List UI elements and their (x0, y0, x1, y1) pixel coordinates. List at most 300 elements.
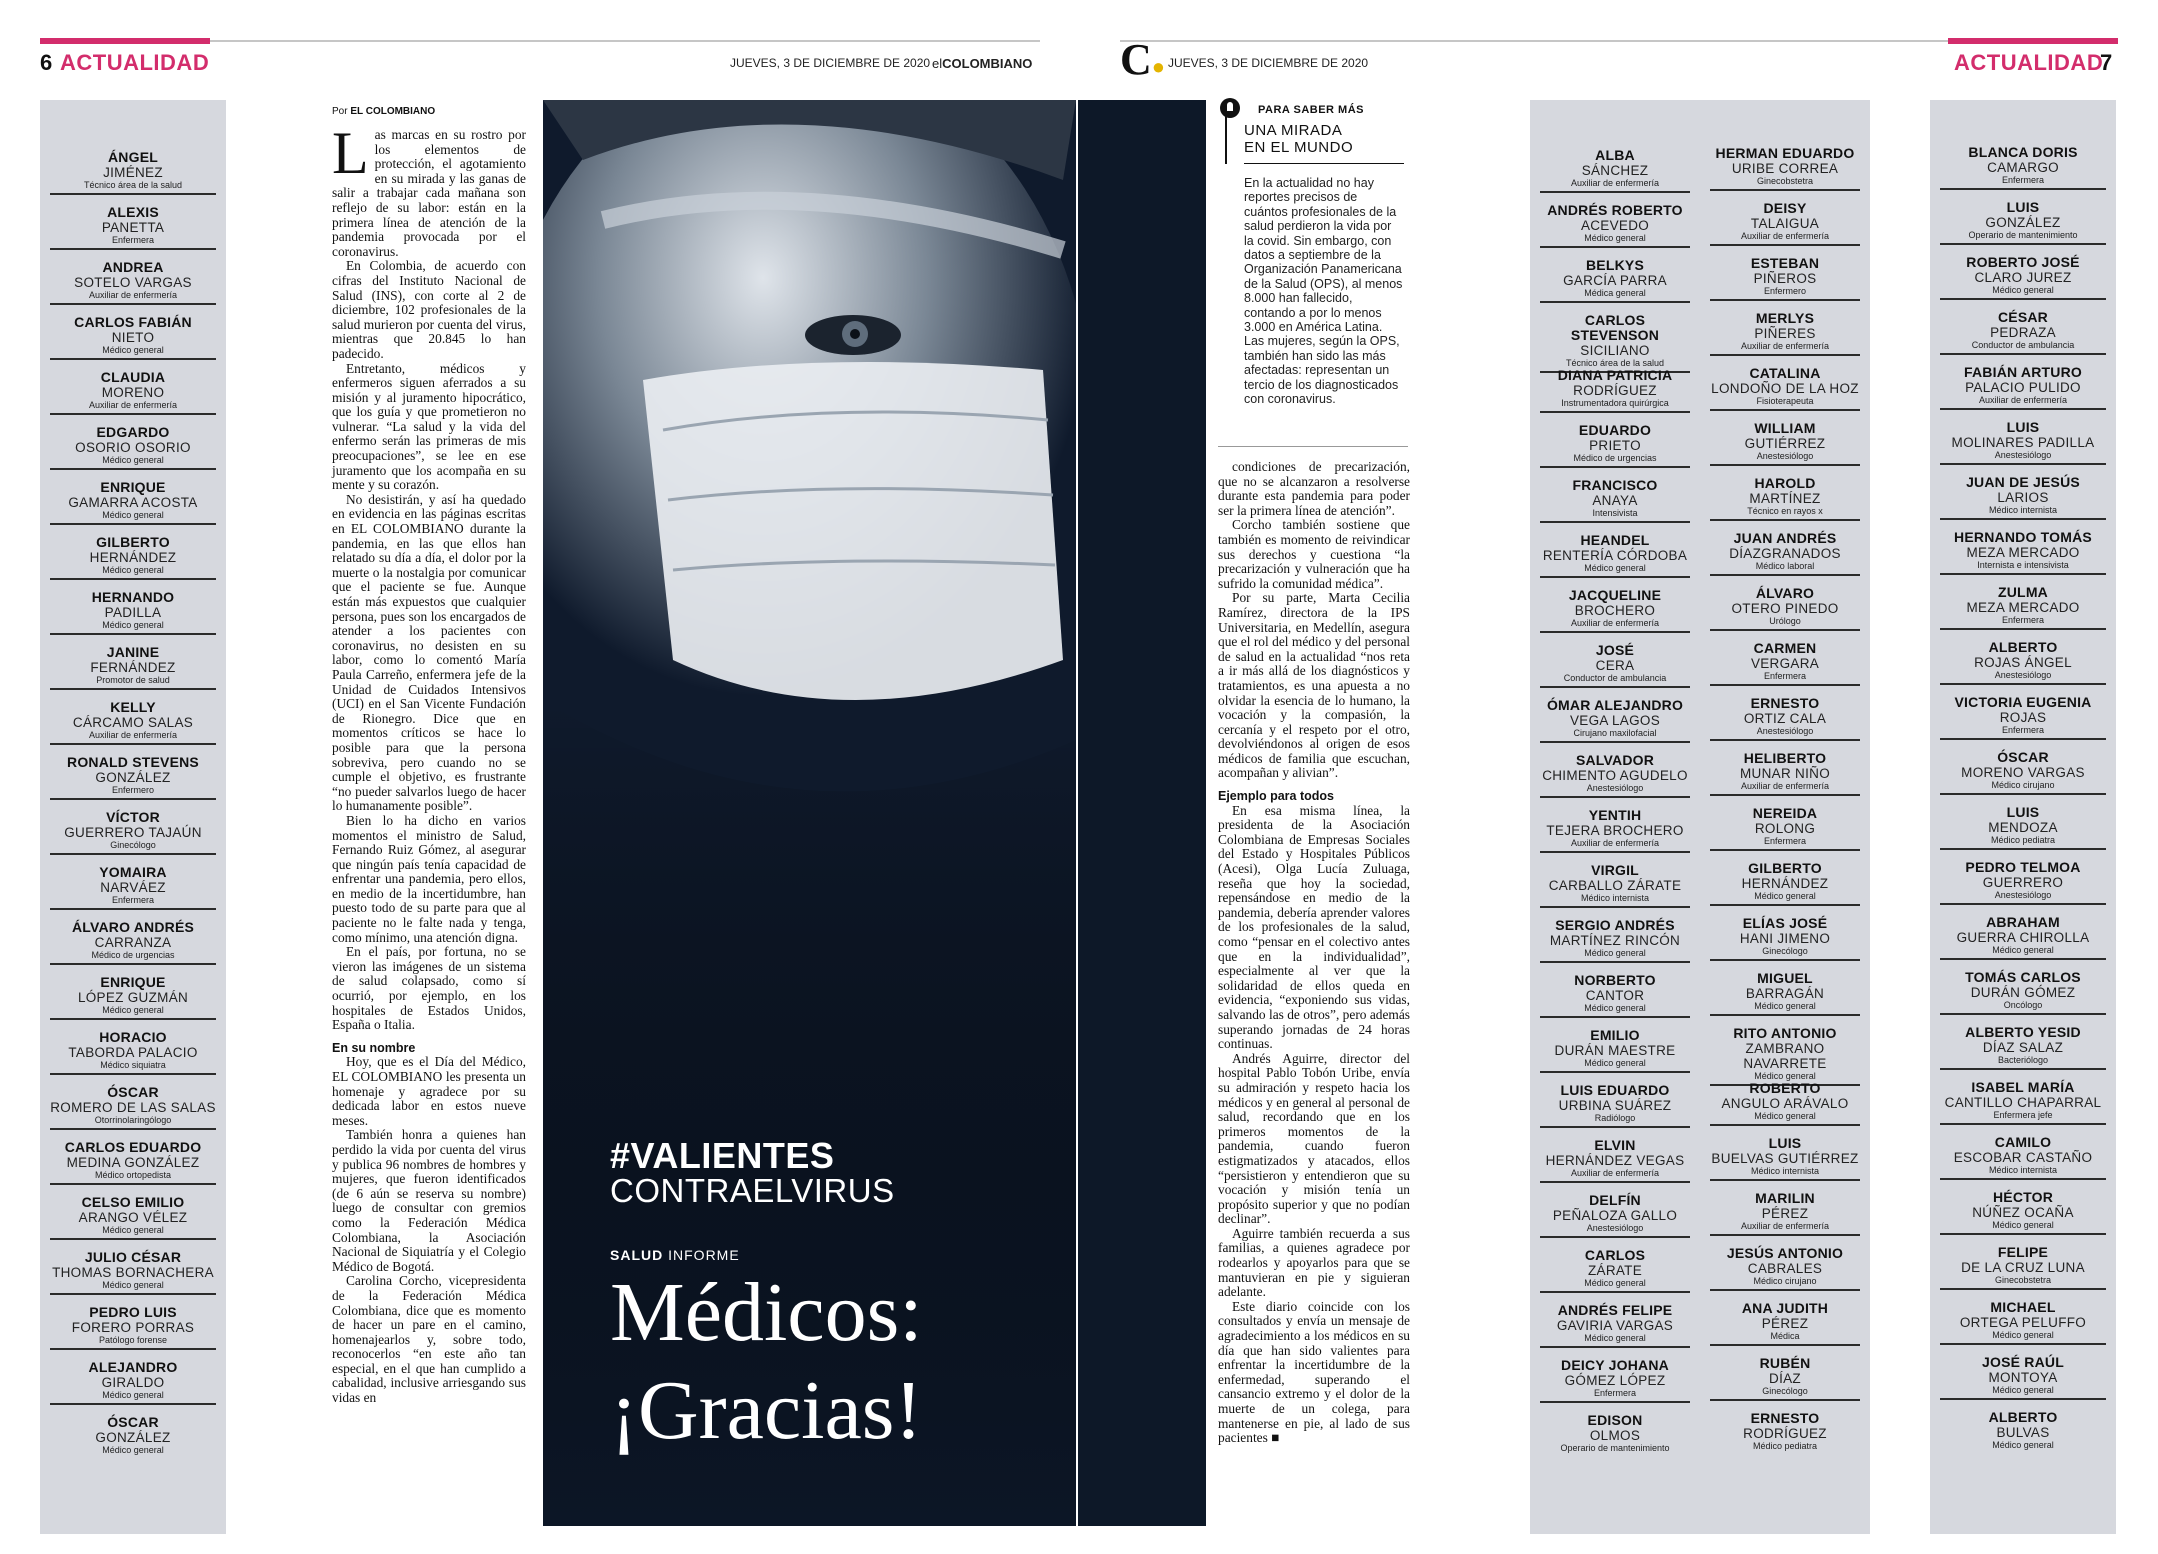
name-role: Auxiliar de enfermería (1740, 1221, 1830, 1231)
name-first: YOMAIRA (99, 864, 167, 880)
name-entry (50, 1030, 216, 1075)
name-entry (1940, 475, 2106, 520)
name-last: TABORDA PALACIO (68, 1045, 198, 1060)
name-first: ERNESTO (1750, 1410, 1820, 1426)
name-entry (50, 315, 216, 360)
name-role: Médico general (1754, 1001, 1816, 1011)
name-entry (1710, 531, 1860, 576)
name-first: ISABEL MARÍA (1971, 1079, 2075, 1095)
name-first: GILBERTO (96, 534, 170, 550)
name-role: Conductor de ambulancia (1563, 673, 1667, 683)
name-entry (1540, 1248, 1690, 1293)
name-role: Médico siquiatra (100, 1060, 166, 1070)
name-last: GARCÍA PARRA (1563, 273, 1667, 288)
name-first: HÉCTOR (1992, 1189, 2054, 1205)
name-role: Fisioterapeuta (1756, 396, 1814, 406)
name-last: CÁRCAMO SALAS (72, 715, 194, 730)
name-role: Médico de urgencias (91, 950, 175, 960)
paragraph: Bien lo ha dicho en varios momentos el ministro de Salud, Fernando Ruiz Gómez, al asegurar que ningún país tenía capacidad de enfrentar una pandemia, pero ellos, en medio de la incertidumbre, han puesto todo de su parte para que al paciente no le falte nada y tenga, como mínimo, una atención digna. (332, 812, 526, 945)
name-entry (1540, 1028, 1690, 1073)
paragraph: En esa misma línea, la presidenta de la Asociación Colombiana de Empresas Sociales del Estado y Hospitales Públicos (Acesi), Olga Lucía Zuluaga, reseña que hoy la sociedad, repensándose en medio de la pandemia, debería aprender valores de los profesionales de la salud, como “pensar en el colectivo antes que en la individualidad”, especialmente al ver que la solidaridad de ellos queda en evidencia, “exponiendo sus vidas, salvando las de otros”, pero además superando jornadas de 24 horas continuas. (1218, 802, 1410, 1052)
name-entry (1710, 1081, 1860, 1126)
name-entry (50, 480, 216, 525)
name-entry (1940, 860, 2106, 905)
name-last: GONZÁLEZ (1985, 215, 2061, 230)
name-first: ÁLVARO (1755, 585, 1815, 601)
name-first: TOMÁS CARLOS (1965, 969, 2081, 985)
paragraph: Corcho también sostiene que también es momento de reivindicar sus derechos y cuestiona “la precarización y vulneración que ha sufrido la comunidad médica”. (1218, 517, 1410, 591)
name-role: Promotor de salud (96, 675, 170, 685)
name-first: ALBERTO (1988, 1409, 2058, 1425)
name-entry (50, 975, 216, 1020)
name-role: Anestesiólogo (1994, 450, 2052, 460)
name-last: PEDRAZA (1990, 325, 2056, 340)
name-role: Otorrinolaringólogo (94, 1115, 172, 1125)
name-role: Médico general (1754, 1111, 1816, 1121)
name-entry (1710, 751, 1860, 796)
left-header-brand: elCOLOMBIANO (932, 56, 1033, 71)
name-first: DELFÍN (1589, 1192, 1641, 1208)
name-first: ÓSCAR (107, 1414, 159, 1430)
name-role: Auxiliar de enfermería (1740, 231, 1830, 241)
name-role: Médico general (102, 1280, 164, 1290)
name-last: MORENO (101, 385, 165, 400)
name-entry (1940, 1245, 2106, 1290)
name-first: EDISON (1587, 1412, 1643, 1428)
name-role: Médico internista (1580, 893, 1650, 903)
name-last: NIETO (111, 330, 155, 345)
name-first: ÓSCAR (1997, 749, 2049, 765)
name-first: ELÍAS JOSÉ (1742, 915, 1828, 931)
paragraph: condiciones de precarización, que no se alcanzaron a resolverse durante esta pandemia para poder ser la primera línea de atención”. (1218, 459, 1410, 518)
name-first: ÓSCAR (107, 1084, 159, 1100)
name-first: CARLOS (1584, 1247, 1646, 1263)
name-last: GAVIRIA VARGAS (1556, 1318, 1674, 1333)
name-last: BUELVAS GUTIÉRREZ (1711, 1151, 1859, 1166)
name-role: Médico internista (1988, 1165, 2058, 1175)
info-box-rule (1244, 163, 1404, 164)
name-last: SICILIANO (1580, 343, 1650, 358)
name-last: PALACIO PULIDO (1965, 380, 2081, 395)
name-first: CARMEN (1753, 640, 1817, 656)
name-first: JANINE (106, 644, 160, 660)
photo-side-strip (1078, 100, 1206, 1526)
name-entry (1710, 1246, 1860, 1291)
name-role: Médica general (1584, 288, 1646, 298)
name-first: PEDRO TELMOA (1965, 859, 2081, 875)
name-role: Médico general (102, 1445, 164, 1455)
name-role: Médico general (1584, 1003, 1646, 1013)
name-entry (1540, 643, 1690, 688)
name-entry (1710, 641, 1860, 686)
name-role: Médico general (1584, 563, 1646, 573)
headline-medicos: Médicos: (610, 1266, 923, 1359)
name-entry (1940, 365, 2106, 410)
name-last: BARRAGÁN (1745, 986, 1825, 1001)
name-entry (1710, 366, 1860, 411)
name-first: HORACIO (99, 1029, 167, 1045)
name-first: CARLOS FABIÁN (74, 314, 192, 330)
right-section-tag (1948, 38, 2118, 44)
name-first: RONALD STEVENS (67, 754, 199, 770)
name-first: ANA JUDITH (1741, 1300, 1829, 1316)
name-entry (50, 810, 216, 855)
name-last: MARTÍNEZ (1749, 491, 1821, 506)
name-role: Enfermero (111, 785, 155, 795)
name-entry (1940, 640, 2106, 685)
name-last: LÓPEZ GUZMÁN (77, 990, 189, 1005)
name-role: Enfermero (1763, 286, 1807, 296)
name-entry (1940, 1080, 2106, 1125)
name-first: HERNANDO (91, 589, 175, 605)
name-entry (1710, 476, 1860, 521)
name-last: ORTIZ CALA (1743, 711, 1827, 726)
name-role: Técnico en rayos x (1747, 506, 1823, 516)
name-last: ANAYA (1592, 493, 1638, 508)
name-last: DE LA CRUZ LUNA (1961, 1260, 2085, 1275)
subhead-en-su-nombre: En su nombre (332, 1040, 416, 1055)
name-entry (50, 865, 216, 910)
name-entry (1940, 255, 2106, 300)
name-entry (1940, 310, 2106, 355)
name-first: ESTEBAN (1750, 255, 1820, 271)
name-role: Médico ortopedista (94, 1170, 172, 1180)
name-last: MUNAR NIÑO (1740, 766, 1830, 781)
name-role: Médico de urgencias (1573, 453, 1657, 463)
name-role: Enfermera (111, 895, 155, 905)
name-last: PRIETO (1589, 438, 1641, 453)
name-role: Intensivista (1592, 508, 1638, 518)
name-entry (1710, 256, 1860, 301)
name-last: PÉREZ (1761, 1316, 1809, 1331)
name-entry (1540, 313, 1690, 373)
name-entry (1940, 1190, 2106, 1235)
name-last: DÍAZ SALAZ (1982, 1040, 2064, 1055)
byline: Por EL COLOMBIANO (332, 106, 436, 117)
name-last: CAMARGO (1987, 160, 2059, 175)
name-last: OLMOS (1589, 1428, 1641, 1443)
name-role: Enfermera (1763, 836, 1807, 846)
name-entry (1710, 586, 1860, 631)
name-entry (1540, 1413, 1690, 1456)
name-entry (1540, 148, 1690, 193)
name-role: Médico general (102, 1390, 164, 1400)
name-role: Médico general (102, 565, 164, 575)
name-role: Ginecólogo (1762, 946, 1808, 956)
name-role: Enfermera (1593, 1388, 1637, 1398)
name-last: NARVÁEZ (100, 880, 166, 895)
paragraph: Este diario coincide con los consultados y envía un mensaje de agradecimiento a los médicos en su día que han sido valientes para enfrentar la incertidumbre de la enfermedad, superando el cansancio extremo y el dolor de la muerte de un colega, para mantenerse en pie, al lado de sus pacientes ■ (1218, 1298, 1410, 1446)
name-last: NÚÑEZ OCAÑA (1972, 1205, 2074, 1220)
name-last: GUERRERO (1982, 875, 2064, 890)
name-entry (1540, 588, 1690, 633)
name-role: Médico general (102, 620, 164, 630)
name-first: EDUARDO (1578, 422, 1652, 438)
name-last: DÍAZGRANADOS (1729, 546, 1841, 561)
name-first: ROBERTO (1749, 1080, 1821, 1096)
subhead-ejemplo-para-todos: Ejemplo para todos (1218, 789, 1334, 804)
name-role: Médico general (102, 455, 164, 465)
paragraph: Entretanto, médicos y enfermeros siguen aferrados a su misión y al juramento hipocrático, que los guía y que prometieron no vulnerar. “La salud y la vida del enfermo serán las primeras de mis preocupaciones”, se lee en ese juramento que los acompaña en su mente y su corazón. (332, 360, 526, 493)
name-last: GÓMEZ LÓPEZ (1564, 1373, 1666, 1388)
name-first: MICHAEL (1990, 1299, 2056, 1315)
name-role: Médico general (1754, 1071, 1816, 1081)
name-role: Radiólogo (1594, 1113, 1636, 1123)
name-role: Médico pediatra (1752, 1441, 1818, 1451)
name-first: JOSÉ RAÚL (1982, 1354, 2064, 1370)
name-first: NEREIDA (1752, 805, 1818, 821)
name-first: NORBERTO (1574, 972, 1656, 988)
name-role: Oncólogo (2003, 1000, 2043, 1010)
name-role: Médica (1770, 1331, 1800, 1341)
salud-informe-kicker: SALUD INFORME (610, 1247, 740, 1263)
name-first: LUIS (2006, 419, 2040, 435)
name-first: JUAN DE JESÚS (1966, 474, 2080, 490)
name-entry (1540, 1193, 1690, 1238)
name-first: ABRAHAM (1986, 914, 2060, 930)
name-entry (1540, 368, 1690, 413)
name-last: MEDINA GONZÁLEZ (66, 1155, 200, 1170)
name-entry (1940, 200, 2106, 245)
name-last: GIRALDO (101, 1375, 165, 1390)
name-last: PANETTA (101, 220, 165, 235)
name-first: VICTORIA EUGENIA (1954, 694, 2092, 710)
name-first: CELSO EMILIO (81, 1194, 185, 1210)
name-role: Médico general (1992, 945, 2054, 955)
article-column-2 (1218, 460, 1410, 1530)
name-entry (1710, 971, 1860, 1016)
paragraph: Carolina Corcho, vicepresidenta de la Federación Médica Colombiana, dice que es momento de hacer un pare en el camino, homenajearlos y, sobre todo, reconocerlos “en este año tan especial, en el que han cumplido a cabalidad, inclusive arriesgando sus vidas en (332, 1273, 526, 1406)
name-role: Médico general (1584, 1278, 1646, 1288)
name-entry (50, 1360, 216, 1405)
name-entry (50, 425, 216, 470)
name-entry (1710, 1356, 1860, 1401)
name-last: ACEVEDO (1580, 218, 1650, 233)
names-panel-4 (1930, 100, 2116, 1534)
right-header-date: JUEVES, 3 DE DICIEMBRE DE 2020 (1168, 56, 1369, 70)
name-role: Auxiliar de enfermería (1978, 395, 2068, 405)
name-entry (1540, 863, 1690, 908)
name-first: HAROLD (1754, 475, 1816, 491)
name-entry (1940, 1355, 2106, 1400)
name-last: CANTOR (1585, 988, 1645, 1003)
name-first: ROBERTO JOSÉ (1966, 254, 2080, 270)
name-entry (50, 1305, 216, 1350)
name-last: ROMERO DE LAS SALAS (50, 1100, 216, 1115)
name-first: CARLOS STEVENSON (1570, 312, 1660, 343)
name-last: MARTÍNEZ RINCÓN (1549, 933, 1681, 948)
paragraph: En el país, por fortuna, no se vieron las imágenes de un sistema de salud colapsado, como sí ocurrió, por ejemplo, en los hospitales de Estados Unidos, España o Italia. (332, 944, 526, 1033)
name-entry (1540, 258, 1690, 303)
name-first: DEISY (1763, 200, 1807, 216)
name-role: Auxiliar de enfermería (1740, 781, 1830, 791)
name-last: GUERRA CHIROLLA (1956, 930, 2090, 945)
name-entry (50, 1195, 216, 1240)
name-first: MIGUEL (1757, 970, 1813, 986)
name-role: Auxiliar de enfermería (1570, 618, 1660, 628)
name-role: Conductor de ambulancia (1971, 340, 2075, 350)
right-page-number: 7 (2100, 50, 2113, 75)
name-entry (50, 260, 216, 305)
name-role: Anestesiólogo (1756, 726, 1814, 736)
name-first: HELIBERTO (1743, 750, 1827, 766)
name-first: ALBERTO (1988, 639, 2058, 655)
name-entry (1940, 750, 2106, 795)
name-entry (1940, 1025, 2106, 1070)
name-last: HERNÁNDEZ VEGAS (1545, 1153, 1685, 1168)
name-last: PÉREZ (1761, 1206, 1809, 1221)
name-last: GUERRERO TAJAÚN (64, 825, 202, 840)
name-role: Auxiliar de enfermería (1570, 838, 1660, 848)
name-last: CERA (1595, 658, 1635, 673)
name-last: JIMÉNEZ (103, 165, 163, 180)
name-role: Médico general (102, 510, 164, 520)
name-last: TEJERA BROCHERO (1546, 823, 1684, 838)
name-entry (1710, 1136, 1860, 1181)
name-first: ENRIQUE (100, 479, 166, 495)
name-first: FABIÁN ARTURO (1964, 364, 2082, 380)
name-entry (1940, 695, 2106, 740)
colombiano-logo: C● (1120, 35, 1166, 84)
name-last: MORENO VARGAS (1961, 765, 2085, 780)
name-last: OTERO PINEDO (1731, 601, 1839, 616)
left-section-title: ACTUALIDAD (60, 50, 210, 75)
names-panel-1 (40, 100, 226, 1534)
info-box-text: En la actualidad no hay reportes precisos de cuántos profesionales de la salud perdieron la vida por la covid. Sin embargo, con datos a septiembre de la Organización Panamericana de la Salud (OPS), al menos 8.000 han fallecido, contando a por lo menos 3.000 en América Latina. Las mujeres, según la OPS, también han sido las más afectadas: representan un tercio de los diagnosticados con coronavirus. (1244, 176, 1403, 407)
name-role: Médico general (1584, 1058, 1646, 1068)
name-last: HANI JIMENO (1739, 931, 1831, 946)
name-first: ÁLVARO ANDRÉS (71, 919, 195, 935)
name-first: RITO ANTONIO (1733, 1025, 1837, 1041)
name-role: Operario de mantenimiento (1968, 230, 2078, 240)
name-last: CARRANZA (94, 935, 172, 950)
name-role: Ginecólogo (1762, 1386, 1808, 1396)
name-role: Médico general (102, 1005, 164, 1015)
name-first: ÓMAR ALEJANDRO (1546, 697, 1684, 713)
name-role: Enfermera jefe (1993, 1110, 2053, 1120)
name-entry (1540, 753, 1690, 798)
name-role: Médico general (102, 345, 164, 355)
name-role: Auxiliar de enfermería (88, 290, 178, 300)
name-role: Médico general (1992, 285, 2054, 295)
name-role: Cirujano maxilofacial (1573, 728, 1657, 738)
name-last: ESCOBAR CASTAÑO (1953, 1150, 2093, 1165)
name-role: Enfermera (2001, 725, 2045, 735)
name-first: GILBERTO (1748, 860, 1822, 876)
name-entry (1940, 805, 2106, 850)
name-last: ROJAS ÁNGEL (1974, 655, 2072, 670)
name-first: RUBÉN (1759, 1355, 1811, 1371)
name-entry (50, 535, 216, 580)
name-role: Auxiliar de enfermería (1570, 1168, 1660, 1178)
name-role: Médico general (1992, 1330, 2054, 1340)
name-first: ZULMA (1998, 584, 2048, 600)
name-role: Enfermera (2001, 175, 2045, 185)
name-first: JOSÉ (1595, 642, 1635, 658)
name-first: CARLOS EDUARDO (64, 1139, 202, 1155)
paragraph: Por su parte, Marta Cecilia Ramírez, directora de la IPS Universitaria, en Medellín, asegura que el rol del médico y del personal de salud en la actualidad “nos reta a ir más allá de los diagnósticos y tratamientos, es una apuesta a no olvidar la esencia de lo humano, la vocación y la compasión, la cercanía y el respeto por el otro, devolviéndonos al origen de esos médicos de familia que escuchan, acompañan y alivian”. (1218, 590, 1410, 781)
name-last: OSORIO OSORIO (75, 440, 191, 455)
name-last: CANTILLO CHAPARRAL (1944, 1095, 2102, 1110)
name-entry (1940, 1300, 2106, 1345)
name-role: Médico laboral (1755, 561, 1815, 571)
name-first: ENRIQUE (100, 974, 166, 990)
hashtag-valientes: #VALIENTES (610, 1135, 835, 1176)
name-entry (1710, 1301, 1860, 1346)
name-last: HERNÁNDEZ (89, 550, 177, 565)
name-first: HEANDEL (1580, 532, 1650, 548)
name-last: LARIOS (1997, 490, 2049, 505)
name-entry (1710, 201, 1860, 246)
name-first: BLANCA DORIS (1968, 144, 2078, 160)
name-last: MENDOZA (1988, 820, 2058, 835)
name-role: Médico general (1992, 1385, 2054, 1395)
name-first: ALBA (1595, 147, 1635, 163)
name-last: MEZA MERCADO (1966, 600, 2080, 615)
name-role: Anestesiólogo (1586, 1223, 1644, 1233)
info-box-title: UNA MIRADA EN EL MUNDO (1244, 122, 1354, 156)
name-entry (50, 645, 216, 690)
name-last: ZÁRATE (1587, 1263, 1643, 1278)
name-role: Médico general (1584, 233, 1646, 243)
name-last: MOLINARES PADILLA (1951, 435, 2095, 450)
name-last: VERGARA (1750, 656, 1820, 671)
name-first: ÁNGEL (108, 149, 158, 165)
name-last: PEÑALOZA GALLO (1552, 1208, 1678, 1223)
name-first: VÍCTOR (106, 809, 160, 825)
name-entry (1940, 420, 2106, 465)
name-last: RODRÍGUEZ (1743, 1426, 1827, 1441)
name-entry (50, 1140, 216, 1185)
name-role: Auxiliar de enfermería (1570, 178, 1660, 188)
name-last: ORTEGA PELUFFO (1959, 1315, 2087, 1330)
name-first: WILLIAM (1754, 420, 1816, 436)
name-last: VEGA LAGOS (1569, 713, 1661, 728)
name-role: Médico internista (1988, 505, 2058, 515)
name-first: BELKYS (1586, 257, 1644, 273)
name-role: Enfermera (1763, 671, 1807, 681)
name-role: Internista e intensivista (1977, 560, 2069, 570)
name-role: Auxiliar de enfermería (88, 730, 178, 740)
name-first: SERGIO ANDRÉS (1555, 917, 1675, 933)
name-entry (1540, 1358, 1690, 1403)
name-role: Médico pediatra (1990, 835, 2056, 845)
name-last: ARANGO VÉLEZ (78, 1210, 188, 1225)
name-entry (1540, 203, 1690, 248)
name-last: FORERO PORRAS (71, 1320, 195, 1335)
name-first: EDGARDO (96, 424, 170, 440)
names-panel-2 (1530, 100, 1870, 1534)
name-entry (50, 1085, 216, 1130)
name-first: YENTIH (1588, 807, 1642, 823)
hashtag-contraelvirus: CONTRAELVIRUS (610, 1172, 895, 1209)
name-entry (1710, 146, 1860, 191)
name-first: LUIS (2006, 199, 2040, 215)
name-entry (1540, 1303, 1690, 1348)
name-role: Ginecobstetra (1756, 176, 1814, 186)
name-entry (1540, 698, 1690, 743)
name-first: CAMILO (1994, 1134, 2052, 1150)
name-entry (1540, 423, 1690, 468)
name-entry (1540, 478, 1690, 523)
paragraph: No desistirán, y así ha quedado en evidencia en las páginas escritas en EL COLOMBIANO durante la pandemia, en las que ellos han relatado su día a día, el dolor por la muerte o la nostalgia por comunicar que el paciente se fue. Aunque están más expuestos que cualquier persona, pues son los encargados de atender a los pacientes con coronavirus, no desisten en su labor, como lo comentó María Paula Carreño, enfermera jefe de la Unidad de Cuidados Intensivos (UCI) en el San Vicente Fundación de Rionegro. Dice que en momentos críticos se hace lo posible para que la persona sobreviva, pero cuando no se cumple el objetivo, es frustrante “no pueder salvarlos luego de hacer lo humanamente posible”. (332, 491, 526, 814)
name-role: Médico general (102, 1225, 164, 1235)
name-entry (1940, 585, 2106, 630)
info-box-kicker: PARA SABER MÁS (1258, 104, 1365, 116)
name-last: HERNÁNDEZ (1741, 876, 1829, 891)
name-last: ANGULO ARÁVALO (1721, 1096, 1849, 1111)
name-first: DIANA PATRICIA (1557, 367, 1673, 383)
